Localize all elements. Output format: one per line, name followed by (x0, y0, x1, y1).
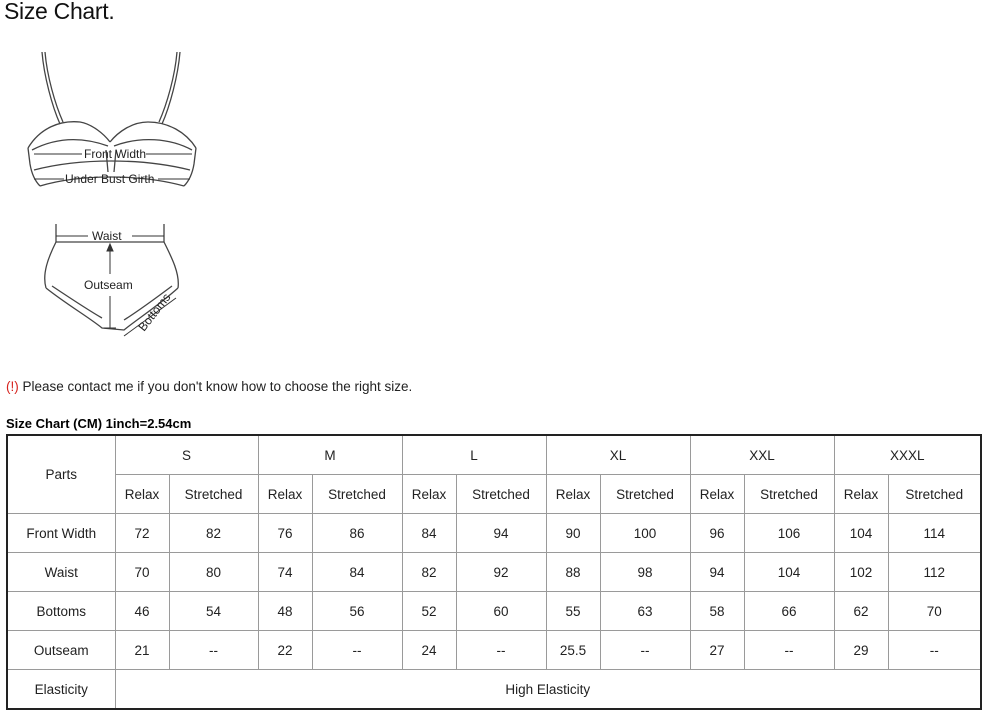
measurement-cell: -- (888, 631, 981, 670)
measurement-cell: 114 (888, 514, 981, 553)
bottoms-measurement-diagram (40, 218, 190, 346)
sub-header-stretched: Stretched (312, 475, 402, 514)
waist-label: Waist (92, 229, 122, 243)
measurement-cell: 70 (115, 553, 169, 592)
measurement-cell: 86 (312, 514, 402, 553)
measurement-cell: 112 (888, 553, 981, 592)
measurement-cell: 25.5 (546, 631, 600, 670)
sub-header-stretched: Stretched (169, 475, 258, 514)
measurement-cell: 80 (169, 553, 258, 592)
sub-header-relax: Relax (546, 475, 600, 514)
elasticity-label: Elasticity (7, 670, 115, 710)
measurement-cell: 62 (834, 592, 888, 631)
size-data-rows (7, 514, 981, 670)
warning-icon: (!) (6, 379, 19, 394)
sub-header-relax: Relax (402, 475, 456, 514)
size-header-s: S (115, 435, 258, 475)
measurement-cell: 66 (744, 592, 834, 631)
contact-note-text: Please contact me if you don't know how to choose the right size. (18, 379, 413, 394)
measurement-cell: 52 (402, 592, 456, 631)
measurement-cell: 84 (402, 514, 456, 553)
size-header-xxl: XXL (690, 435, 834, 475)
measurement-cell: -- (312, 631, 402, 670)
size-header-l: L (402, 435, 546, 475)
size-chart-caption: Size Chart (CM) 1inch=2.54cm (6, 416, 192, 431)
measurement-cell: 56 (312, 592, 402, 631)
measurement-cell: 60 (456, 592, 546, 631)
sub-header-relax: Relax (115, 475, 169, 514)
measurement-cell: -- (169, 631, 258, 670)
measurement-cell: 58 (690, 592, 744, 631)
measurement-cell: 98 (600, 553, 690, 592)
measurement-cell: 63 (600, 592, 690, 631)
elasticity-row (7, 670, 981, 710)
size-chart-table (6, 434, 982, 710)
measurement-cell: 100 (600, 514, 690, 553)
parts-header: Parts (7, 435, 115, 514)
part-name-cell: Outseam (7, 631, 115, 670)
size-header-xl: XL (546, 435, 690, 475)
measurement-cell: 72 (115, 514, 169, 553)
measurement-cell: 22 (258, 631, 312, 670)
measurement-cell: 96 (690, 514, 744, 553)
measurement-cell: 29 (834, 631, 888, 670)
measurement-cell: 82 (169, 514, 258, 553)
measurement-cell: 94 (456, 514, 546, 553)
contact-note (6, 379, 412, 394)
size-chart-table-wrapper (6, 434, 980, 710)
size-header-m: M (258, 435, 402, 475)
sub-header-row (7, 475, 981, 514)
measurement-cell: 90 (546, 514, 600, 553)
measurement-cell: 54 (169, 592, 258, 631)
sub-header-relax: Relax (258, 475, 312, 514)
sub-header-stretched: Stretched (456, 475, 546, 514)
under-bust-girth-label: Under Bust Girth (65, 172, 155, 186)
measurement-cell: 74 (258, 553, 312, 592)
measurement-cell: 102 (834, 553, 888, 592)
measurement-cell: 70 (888, 592, 981, 631)
measurement-cell: 92 (456, 553, 546, 592)
measurement-cell: 94 (690, 553, 744, 592)
measurement-cell: 21 (115, 631, 169, 670)
table-row (7, 592, 981, 631)
measurement-cell: 24 (402, 631, 456, 670)
outseam-label: Outseam (84, 278, 133, 292)
front-width-label: Front Width (84, 147, 147, 161)
sub-header-stretched: Stretched (744, 475, 834, 514)
part-name-cell: Front Width (7, 514, 115, 553)
measurement-cell: 104 (744, 553, 834, 592)
sub-header-stretched: Stretched (888, 475, 981, 514)
bottoms-label: Bottoms (135, 290, 174, 334)
measurement-cell: 46 (115, 592, 169, 631)
measurement-cell: 82 (402, 553, 456, 592)
measurement-cell: -- (456, 631, 546, 670)
table-row (7, 553, 981, 592)
measurement-cell: 76 (258, 514, 312, 553)
sub-header-stretched: Stretched (600, 475, 690, 514)
page-title: Size Chart. (4, 0, 115, 24)
part-name-cell: Waist (7, 553, 115, 592)
measurement-cell: 55 (546, 592, 600, 631)
measurement-cell: 88 (546, 553, 600, 592)
size-header-row (7, 435, 981, 475)
measurement-cell: -- (744, 631, 834, 670)
part-name-cell: Bottoms (7, 592, 115, 631)
elasticity-value: High Elasticity (115, 670, 981, 710)
size-header-xxxl: XXXL (834, 435, 981, 475)
measurement-cell: 104 (834, 514, 888, 553)
measurement-cell: 27 (690, 631, 744, 670)
bra-measurement-diagram (20, 46, 200, 194)
measurement-cell: 84 (312, 553, 402, 592)
sub-header-relax: Relax (690, 475, 744, 514)
table-row (7, 514, 981, 553)
measurement-cell: 48 (258, 592, 312, 631)
measurement-cell: 106 (744, 514, 834, 553)
sub-header-relax: Relax (834, 475, 888, 514)
table-row (7, 631, 981, 670)
measurement-cell: -- (600, 631, 690, 670)
